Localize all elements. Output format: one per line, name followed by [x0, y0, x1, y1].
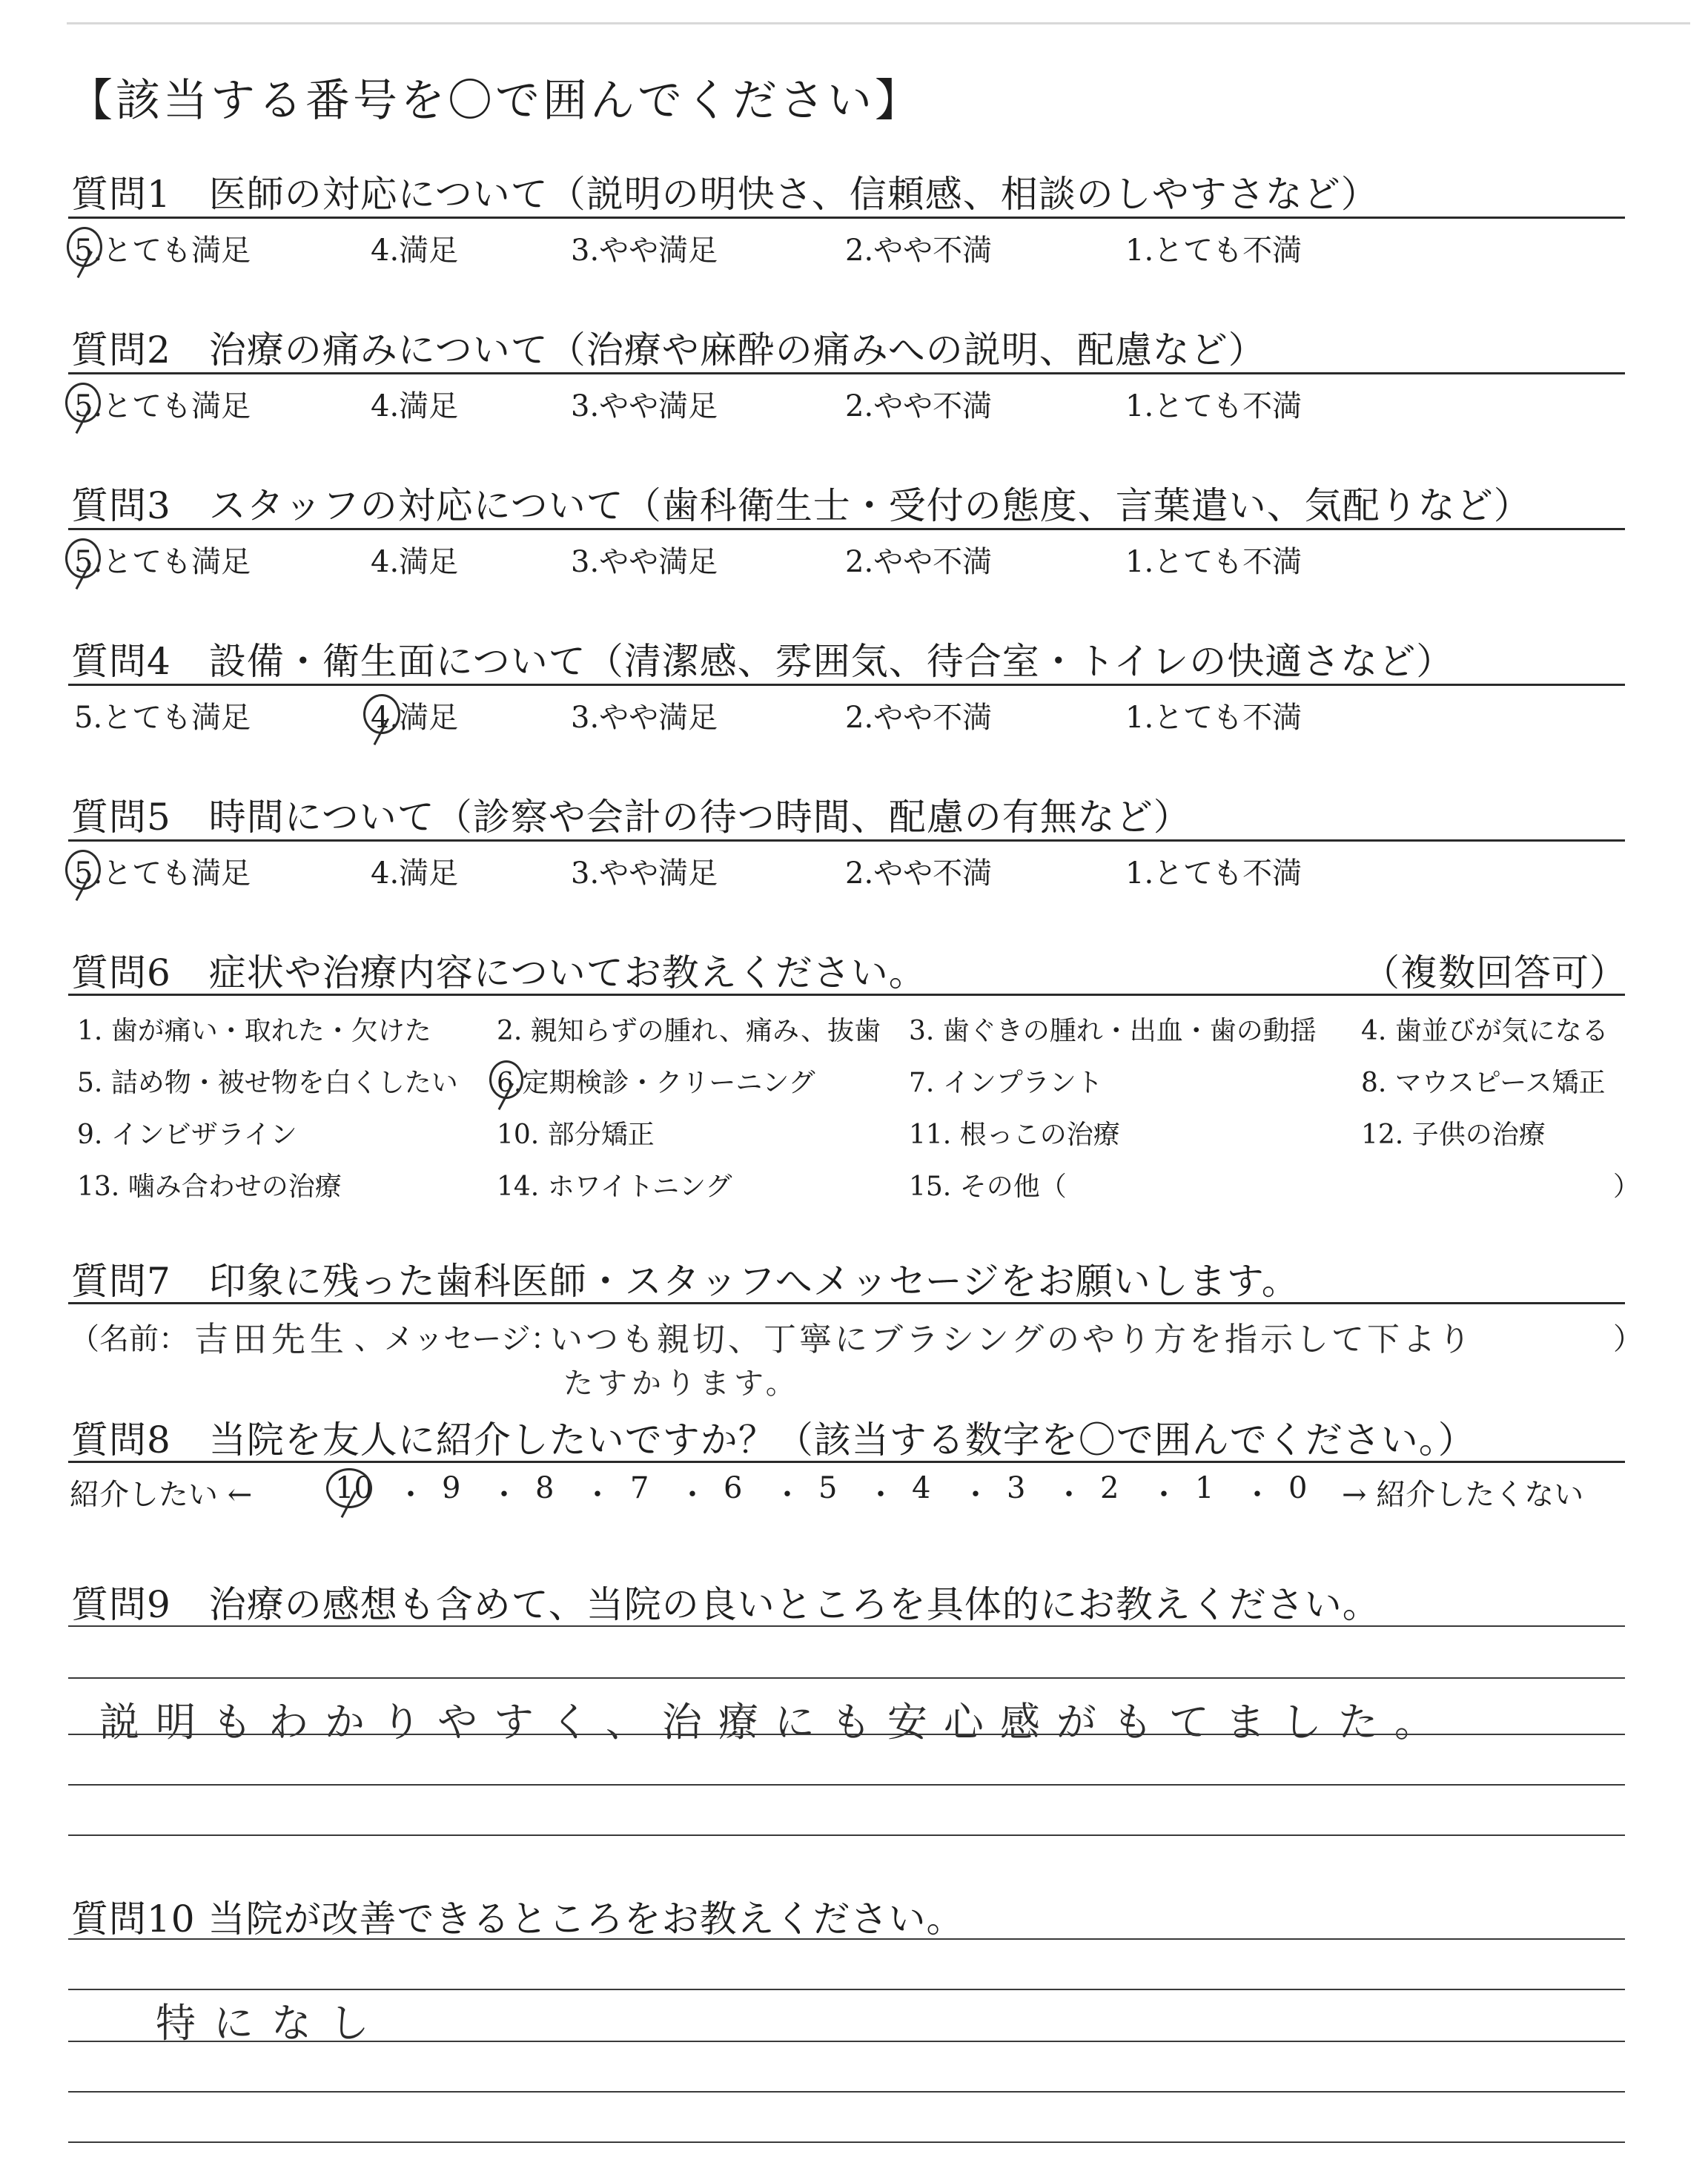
question-2-title: 質問2 治療の痛みについて（治療や麻酔の痛みへの説明、配慮など） [71, 328, 1266, 371]
question-5-rule [68, 839, 1625, 842]
question-6-note: （複数回答可） [1363, 951, 1627, 994]
question-4-rule [68, 684, 1625, 686]
question-6-title: 質問6 症状や治療内容についてお教えください。 [71, 951, 927, 994]
q9-answer[interactable]: 説明もわかりやすく、治療にも安心感がもてました。 [99, 1699, 1451, 1745]
q8-left-label: 紹介したい ← [70, 1478, 253, 1512]
q8-dot-10: ・ [1242, 1478, 1272, 1512]
q8-score-4[interactable]: 4 [912, 1471, 931, 1505]
q8-score-10[interactable]: 10 [335, 1471, 373, 1505]
q3-option-3[interactable]: 3.やや満足 [571, 545, 718, 579]
q8-score-1[interactable]: 1 [1195, 1471, 1214, 1505]
q2-option-1[interactable]: 1.とても不満 [1125, 389, 1302, 423]
q8-dot-3: ・ [583, 1478, 612, 1512]
q2-option-2[interactable]: 2.やや不満 [845, 389, 993, 423]
q4-option-1[interactable]: 1.とても不満 [1125, 701, 1302, 735]
q7-name-value[interactable]: 吉田先生 [194, 1319, 348, 1359]
q1-option-1[interactable]: 1.とても不満 [1125, 234, 1302, 268]
question-1-rule [68, 217, 1625, 219]
q6-option-12[interactable]: 12. 子供の治療 [1361, 1120, 1546, 1150]
question-6-rule [68, 994, 1625, 996]
q8-dot-5: ・ [772, 1478, 802, 1512]
q6-option-4[interactable]: 4. 歯並びが気になる [1361, 1016, 1609, 1046]
q9-line-1 [68, 1625, 1625, 1627]
q9-line-3 [68, 1734, 1625, 1735]
q10-line-5 [68, 2141, 1625, 2143]
q8-dot-2: ・ [489, 1478, 519, 1512]
q6-option-6[interactable]: 6.定期検診・クリーニング [497, 1068, 815, 1098]
page-heading: 【該当する番号を〇で囲んでください】 [68, 75, 922, 127]
q8-dot-7: ・ [961, 1478, 990, 1512]
q8-score-8[interactable]: 8 [535, 1471, 555, 1505]
q8-dot-9: ・ [1149, 1478, 1179, 1512]
q5-option-5[interactable]: 5.とても満足 [74, 856, 251, 891]
q6-option-1[interactable]: 1. 歯が痛い・取れた・欠けた [77, 1016, 431, 1046]
q7-message-label: 、メッセージ： [354, 1322, 560, 1356]
question-2-rule [68, 372, 1625, 374]
q7-name-label: （名前： [70, 1322, 188, 1356]
q7-message-line-1[interactable]: いつも親切、丁寧にブラシングのやり方を指示して下より [550, 1321, 1474, 1358]
q8-dot-1: ・ [396, 1478, 426, 1512]
q7-close-paren: ） [1613, 1322, 1643, 1356]
q1-option-4[interactable]: 4.満足 [371, 234, 459, 268]
q5-option-1[interactable]: 1.とても不満 [1125, 856, 1302, 891]
q10-answer[interactable]: 特になし [156, 2000, 387, 2047]
question-3-rule [68, 528, 1625, 530]
q2-option-5[interactable]: 5.とても満足 [74, 389, 251, 423]
q9-line-5 [68, 1834, 1625, 1836]
q6-option-9[interactable]: 9. インビザライン [77, 1120, 297, 1150]
q6-option-13[interactable]: 13. 噛み合わせの治療 [77, 1172, 342, 1202]
q8-right-label: → 紹介したくない [1342, 1478, 1584, 1512]
q6-option-8[interactable]: 8. マウスピース矯正 [1361, 1068, 1606, 1098]
q4-option-5[interactable]: 5.とても満足 [74, 701, 251, 735]
q9-line-2 [68, 1677, 1625, 1679]
question-1-title: 質問1 医師の対応について（説明の明快さ、信頼感、相談のしやすさなど） [71, 173, 1379, 216]
q8-dot-8: ・ [1054, 1478, 1084, 1512]
q3-option-5[interactable]: 5.とても満足 [74, 545, 251, 579]
q10-line-1 [68, 1938, 1625, 1940]
q10-line-2 [68, 1989, 1625, 1990]
question-7-rule [68, 1302, 1625, 1304]
question-8-title: 質問8 当院を友人に紹介したいですか？（該当する数字を〇で囲んでください。） [71, 1418, 1476, 1462]
q6-option-14[interactable]: 14. ホワイトニング [497, 1172, 732, 1202]
top-border [67, 22, 1690, 24]
q8-score-7[interactable]: 7 [630, 1471, 649, 1505]
q8-score-2[interactable]: 2 [1100, 1471, 1119, 1505]
q10-line-3 [68, 2041, 1625, 2042]
q1-option-2[interactable]: 2.やや不満 [845, 234, 993, 268]
q6-option-15-close: ） [1613, 1172, 1641, 1202]
q8-score-0[interactable]: 0 [1288, 1471, 1308, 1505]
q1-option-3[interactable]: 3.やや満足 [571, 234, 718, 268]
q8-dot-6: ・ [866, 1478, 896, 1512]
q10-line-4 [68, 2091, 1625, 2093]
q4-option-3[interactable]: 3.やや満足 [571, 701, 718, 735]
q3-option-2[interactable]: 2.やや不満 [845, 545, 993, 579]
question-5-title: 質問5 時間について（診察や会計の待つ時間、配慮の有無など） [71, 796, 1191, 839]
question-3-title: 質問3 スタッフの対応について（歯科衛生士・受付の態度、言葉遣い、気配りなど） [71, 484, 1532, 527]
q6-option-11[interactable]: 11. 根っこの治療 [909, 1120, 1120, 1150]
question-8-rule [68, 1461, 1625, 1463]
q3-option-1[interactable]: 1.とても不満 [1125, 545, 1302, 579]
q2-option-3[interactable]: 3.やや満足 [571, 389, 718, 423]
q6-option-7[interactable]: 7. インプラント [909, 1068, 1103, 1098]
question-7-title: 質問7 印象に残った歯科医師・スタッフへメッセージをお願いします。 [71, 1260, 1300, 1303]
q4-option-2[interactable]: 2.やや不満 [845, 701, 993, 735]
q2-option-4[interactable]: 4.満足 [371, 389, 459, 423]
q5-option-3[interactable]: 3.やや満足 [571, 856, 718, 891]
q6-option-3[interactable]: 3. 歯ぐきの腫れ・出血・歯の動揺 [909, 1016, 1317, 1046]
q6-option-5[interactable]: 5. 詰め物・被せ物を白くしたい [77, 1068, 458, 1098]
q3-option-4[interactable]: 4.満足 [371, 545, 459, 579]
q6-option-10[interactable]: 10. 部分矯正 [497, 1120, 655, 1150]
q9-line-4 [68, 1784, 1625, 1786]
q4-option-4[interactable]: 4.満足 [371, 701, 459, 735]
question-4-title: 質問4 設備・衛生面について（清潔感、雰囲気、待合室・トイレの快適さなど） [71, 640, 1454, 683]
q8-score-6[interactable]: 6 [724, 1471, 743, 1505]
q8-score-3[interactable]: 3 [1007, 1471, 1026, 1505]
q8-score-5[interactable]: 5 [818, 1471, 838, 1505]
q8-score-9[interactable]: 9 [442, 1471, 461, 1505]
q7-message-line-2[interactable]: たすかります。 [563, 1367, 800, 1401]
question-9-title: 質問9 治療の感想も含めて、当院の良いところを具体的にお教えください。 [71, 1583, 1380, 1626]
q5-option-4[interactable]: 4.満足 [371, 856, 459, 891]
question-10-title: 質問10 当院が改善できるところをお教えください。 [71, 1898, 964, 1941]
q6-option-2[interactable]: 2. 親知らずの腫れ、痛み、抜歯 [497, 1016, 881, 1046]
q6-option-15[interactable]: 15. その他（ [909, 1172, 1067, 1202]
q1-option-5[interactable]: 5.とても満足 [74, 234, 251, 268]
q8-dot-4: ・ [678, 1478, 707, 1512]
q5-option-2[interactable]: 2.やや不満 [845, 856, 993, 891]
